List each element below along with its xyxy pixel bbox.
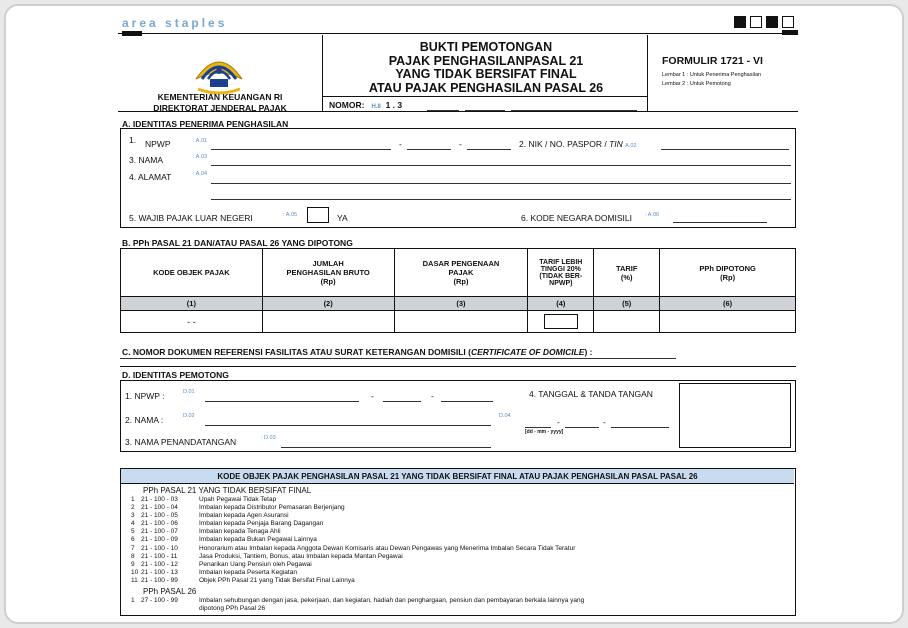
field-code: D.01	[183, 389, 195, 395]
col-header-bruto: JUMLAH PENGHASILAN BRUTO (Rp)	[262, 249, 394, 297]
kode-objek-item	[131, 512, 791, 520]
section-a-title: A. IDENTITAS PENERIMA PENGHASILAN	[122, 119, 289, 129]
section-a-box: 1. NPWP : A.01 - - 2. NIK / NO. PASPOR / TIN A.02 3. NAMA : A.03 4. ALAMAT : A.04 5. WAJIB PAJAK LUAR NEGERI : A.05 YA 6. KODE NEGARA DOMISILI : A.06	[120, 128, 796, 228]
item-code: 21 - 100 - 07	[141, 528, 178, 536]
col-number: (5)	[594, 297, 660, 311]
item-description: Jasa Produksi, Tantiem, Bonus, atau Imbalan kepada Mantan Pegawai	[199, 552, 403, 560]
tanggal-yyyy[interactable]	[611, 427, 669, 428]
alamat-field[interactable]	[211, 183, 791, 184]
npwp-number: 1.	[129, 135, 137, 145]
kode-objek-cell[interactable]: - -	[121, 311, 263, 333]
wp-luar-negeri-checkbox[interactable]	[307, 207, 329, 223]
item-description-cont: dipotong PPh Pasal 26	[199, 605, 266, 613]
kode-objek-item	[131, 504, 791, 512]
item-number: 10	[131, 568, 139, 576]
item-number: 9	[131, 560, 135, 568]
nomor-row	[322, 96, 648, 112]
kode-negara-label: 6. KODE NEGARA DOMISILI	[521, 213, 633, 223]
tanggal-dd[interactable]	[525, 427, 551, 428]
col-header-pph: PPh DIPOTONG (Rp)	[660, 249, 796, 297]
field-code: : A.06	[645, 212, 660, 218]
brand-watermark: area staples	[122, 16, 228, 30]
pemotong-npwp-label: 1. NPWP :	[125, 391, 165, 401]
pemotong-nama-field[interactable]	[205, 425, 491, 426]
field-code: A.02	[625, 143, 637, 149]
kode-negara-field[interactable]	[673, 222, 767, 223]
item-description: Imbalan kepada Bukan Pegawai Lainnya	[199, 536, 317, 544]
kode-objek-reference	[120, 468, 796, 616]
form-title-line: ATAU PAJAK PENGHASILAN PASAL 26	[368, 80, 604, 95]
field-code: : A.03	[193, 154, 208, 160]
field-code: D.02	[183, 413, 195, 419]
item-description: Penarikan Uang Pensiun oleh Pegawai	[199, 560, 312, 568]
tanggal-label: 4. TANGGAL & TANDA TANGAN	[529, 389, 653, 399]
signature-box[interactable]	[679, 383, 791, 448]
pemotong-npwp-field-2[interactable]	[383, 401, 421, 402]
form-title-line: BUKTI PEMOTONGAN	[419, 40, 553, 54]
kode-list-pasal21	[131, 496, 791, 585]
nama-field[interactable]	[211, 165, 791, 166]
item-number: 4	[131, 520, 135, 528]
item-number: 2	[131, 504, 135, 512]
item-description: Imbalan sehubungan dengan jasa, pekerjaan, dan kegiatan, hadiah dan penghargaan, pensiun dan pembayaran berkala lainnya yang	[199, 597, 585, 604]
kode-objek-item	[131, 545, 791, 553]
field-code: : A.01	[193, 138, 208, 144]
alamat-label: 4. ALAMAT	[129, 172, 172, 182]
kode-objek-item	[131, 528, 791, 536]
bruto-cell[interactable]	[262, 311, 394, 333]
section-d-box: 1. NPWP : D.01 - - 4. TANGGAL & TANDA TANGAN 2. NAMA : D.02 D.04 - - [dd - mm - yyyy] 3. NAMA PENANDATANGAN : D.03	[120, 380, 796, 452]
penandatangan-label: 3. NAMA PENANDATANGAN	[125, 437, 237, 447]
pph-table	[120, 248, 796, 333]
kode-objek-item	[131, 577, 791, 585]
npwp-field[interactable]	[211, 149, 391, 150]
item-description: Objek PPh Pasal 21 yang Tidak Bersifat Final Lainnya	[199, 576, 355, 584]
npwp-field-2[interactable]	[407, 149, 451, 150]
tax-form-page	[118, 14, 800, 620]
kode-list-pasal26	[131, 597, 791, 613]
kode-objek-item	[131, 553, 791, 561]
nama-label: 3. NAMA	[129, 155, 164, 165]
kode-objek-item	[131, 536, 791, 544]
item-number: 11	[131, 576, 138, 584]
alamat-field-2[interactable]	[211, 199, 791, 200]
col-header-dpp: DASAR PENGENAAN PAJAK (Rp)	[394, 249, 528, 297]
section-b-title: B. PPh PASAL 21 DAN/ATAU PASAL 26 YANG DIPOTONG	[122, 238, 353, 248]
tin-label: TIN	[609, 139, 623, 149]
col-number: (1)	[121, 297, 263, 311]
marker-square	[734, 16, 746, 28]
form-header	[118, 35, 798, 112]
dpp-cell[interactable]	[394, 311, 528, 333]
item-code: 21 - 100 - 04	[141, 504, 178, 512]
tarif-lebih-cell	[528, 311, 594, 333]
nomor-value: 1 . 3	[385, 100, 403, 110]
tanggal-mm[interactable]	[565, 427, 599, 428]
kode-objek-item	[131, 569, 791, 577]
kode-objek-item	[131, 496, 791, 504]
pph-cell[interactable]	[660, 311, 796, 333]
item-code: 21 - 100 - 05	[141, 512, 178, 520]
item-code: 21 - 100 - 03	[141, 496, 178, 503]
item-code: 21 - 100 - 06	[141, 520, 178, 528]
col-header-kode: KODE OBJEK PAJAK	[121, 249, 263, 297]
document-frame	[4, 4, 904, 624]
section-c-title: C. NOMOR DOKUMEN REFERENSI FASILITAS ATAU SURAT KETERANGAN DOMISILI (CERTIFICATE OF DOMICILE) :	[122, 347, 593, 357]
item-code: 27 - 100 - 99	[141, 597, 178, 604]
field-code: D.04	[499, 413, 511, 419]
item-code: 21 - 100 - 09	[141, 536, 178, 544]
item-code: 21 - 100 - 13	[141, 568, 178, 576]
marker-square	[766, 16, 778, 28]
col-number: (4)	[528, 297, 594, 311]
col-header-tarif-lebih: TARIF LEBIH TINGGI 20% (TIDAK BER- NPWP)	[528, 249, 594, 297]
item-description: Imbalan kepada Tenaga Ahli	[199, 528, 281, 536]
item-number: 6	[131, 536, 135, 544]
item-code: 21 - 100 - 99	[141, 576, 178, 584]
item-code: 21 - 100 - 11	[141, 552, 178, 560]
group-title: PPh PASAL 21 YANG TIDAK BERSIFAT FINAL	[143, 486, 312, 495]
field-code: : D.03	[261, 435, 276, 441]
item-number: 3	[131, 512, 135, 520]
field-code: : A.04	[193, 171, 208, 177]
npwp-label: NPWP	[145, 139, 171, 149]
form-title-block	[322, 35, 648, 96]
formulir-block	[648, 35, 798, 112]
item-code: 21 - 100 - 12	[141, 560, 178, 568]
form-title-line: YANG TIDAK BERSIFAT FINAL	[395, 67, 577, 81]
kode-objek-title: KODE OBJEK PAJAK PENGHASILAN PASAL 21 YANG TIDAK BERSIFAT FINAL ATAU PAJAK PENGHASILAN PASAL PASAL 26	[121, 469, 794, 484]
item-description: Imbalan kepada Distributor Pemasaran Berjenjang	[199, 504, 345, 512]
nik-field[interactable]	[661, 149, 789, 150]
item-description: Imbalan kepada Agen Asuransi	[199, 512, 289, 520]
nik-label: 2. NIK / NO. PASPOR /	[519, 139, 610, 149]
directorate-name: DIREKTORAT JENDERAL PAJAK	[153, 103, 287, 113]
pemotong-nama-label: 2. NAMA :	[125, 415, 164, 425]
item-number: 1	[131, 597, 135, 604]
penandatangan-field[interactable]	[281, 447, 491, 448]
lembar-note: Lembar 2 : Untuk Pemotong	[662, 81, 731, 87]
group-title: PPh PASAL 26	[143, 587, 197, 596]
field-code: : A.05	[283, 212, 298, 218]
ministry-block	[118, 35, 322, 112]
kode-objek-item	[131, 520, 791, 528]
pemotong-npwp-field-3[interactable]	[441, 401, 493, 402]
item-number: 1	[131, 496, 135, 503]
col-header-tarif: TARIF (%)	[594, 249, 660, 297]
npwp-field-3[interactable]	[467, 149, 511, 150]
wp-luar-negeri-label: 5. WAJIB PAJAK LUAR NEGERI	[129, 213, 253, 223]
col-number: (6)	[660, 297, 796, 311]
form-title-line: PAJAK PENGHASILANPASAL 21	[388, 53, 584, 68]
marker-square	[750, 16, 762, 28]
item-number: 8	[131, 552, 135, 560]
item-description: Upah Pegawai Tidak Tetap	[199, 496, 277, 503]
pemotong-npwp-field[interactable]	[205, 401, 359, 402]
item-description: Imbalan kepada Penjaja Barang Dagangan	[199, 520, 324, 528]
item-code: 21 - 100 - 10	[141, 544, 178, 552]
item-number: 5	[131, 528, 135, 536]
ya-label: YA	[337, 213, 348, 223]
form-number: FORMULIR 1721 - VI	[662, 55, 763, 67]
tarif-cell[interactable]	[594, 311, 660, 333]
col-number: (2)	[262, 297, 394, 311]
nomor-input-line[interactable]	[511, 110, 637, 111]
section-d-title: D. IDENTITAS PEMOTONG	[122, 370, 229, 380]
tarif-lebih-checkbox[interactable]	[544, 314, 578, 329]
kode-objek-item	[131, 597, 791, 605]
col-number: (3)	[394, 297, 528, 311]
date-format-hint: [dd - mm - yyyy]	[525, 429, 564, 435]
nomor-code: H.8	[371, 104, 381, 110]
marker-square	[782, 16, 794, 28]
lembar-note: Lembar 1 : Untuk Penerima Penghasilan	[662, 72, 762, 78]
kode-objek-item	[131, 561, 791, 569]
item-description: Honorarium atau Imbalan kepada Anggota Dewan Komisaris atau Dewan Pengawas yang Menerima Imbalan Secara Tidak Teratur	[199, 544, 576, 552]
nomor-label: NOMOR:	[329, 100, 365, 110]
item-number: 7	[131, 544, 135, 552]
item-description: Imbalan kepada Peserta Kegiatan	[199, 568, 297, 576]
ministry-name: KEMENTERIAN KEUANGAN RI	[157, 92, 283, 102]
